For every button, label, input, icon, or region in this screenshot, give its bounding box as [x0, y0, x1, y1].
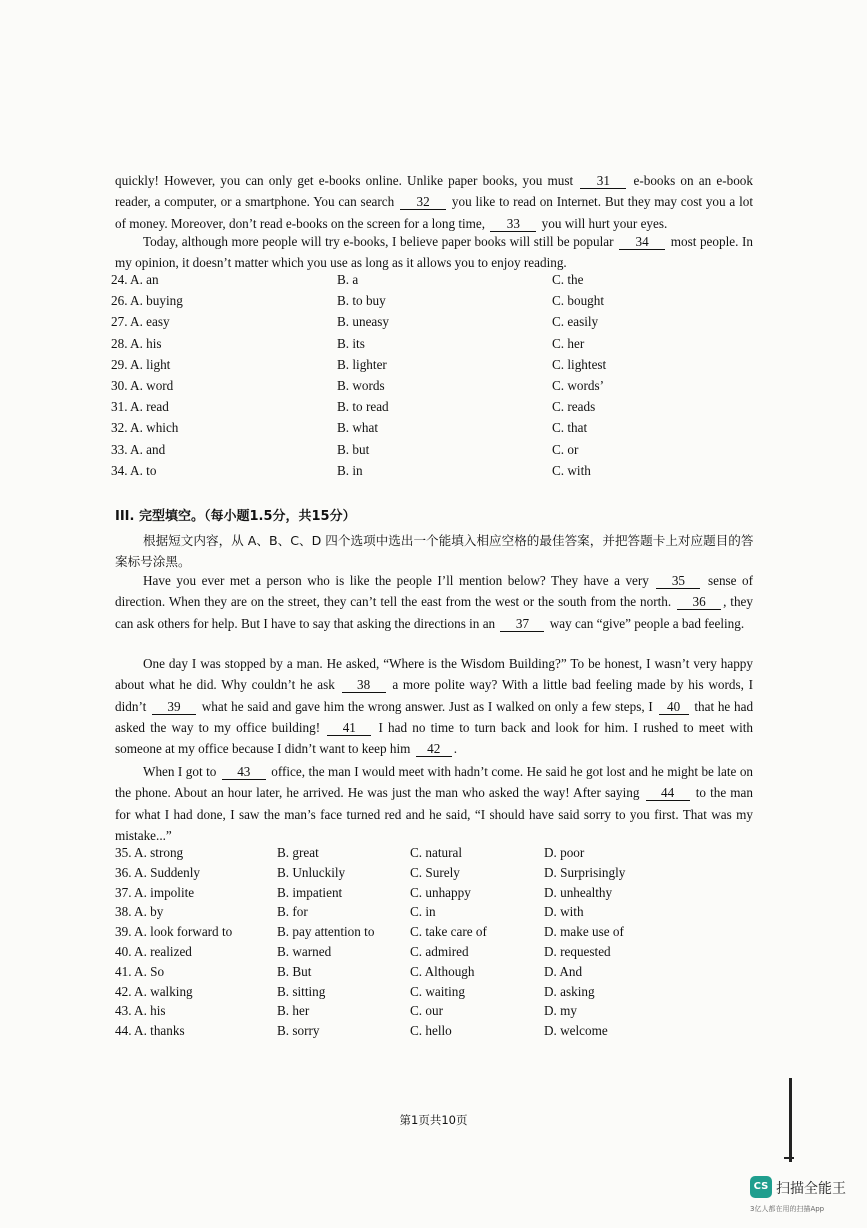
passage1-text: most people. In my opinion, it doesn’t matter which you use as long as it allows you to enjoy reading. — [115, 234, 753, 271]
blank-34: 34 — [619, 234, 665, 250]
blank-42: 42 — [416, 741, 452, 757]
blank-33: 33 — [490, 216, 536, 232]
blank-40: 40 — [659, 699, 689, 715]
blank-32: 32 — [400, 194, 446, 210]
watermark-tagline: 3亿人都在用的扫描App — [750, 1205, 825, 1213]
scan-edge-mark — [784, 1157, 794, 1159]
page-number: 第1页共10页 — [399, 1113, 468, 1127]
blank-36: 36 — [677, 594, 721, 610]
passage1-text: you will hurt your eyes. — [541, 215, 668, 231]
blank-35: 35 — [656, 573, 700, 589]
passage1-paragraph2 — [115, 231, 753, 274]
exam-page: quickly! However, you can only get e-books online. Unlike paper books, you must 31 e-books on an e-book reader, a computer, or a smartphone. You can search 32 you like to read on Internet. But they may cost you a lot of money. Moreover, don’t read e-books on the screen for a long time, 33 you will hurt your eyes. Today, although more people will try e-books, I believe paper books will still be popular 34 most people. In my opinion, it doesn’t matter which you use as long as it allows you to enjoy reading. 24. A. an B. a C. the 26. A. buying B. to buy C. bought 27. A. easy B. uneasy C. easily 28. A. his B. its C. her 29. A. light B. lighter C. lightest 30. A. word B. words C. words’ 31. A. read B. to read C. reads 32. A. which B. what C. that 33. A. and B. but C. or 34. A. to B. in C. with III. 完型填空。（每小题1.5分，共15分） 根据短文内容，从 A、B、C、D 四个选项中选出一个能填入相应空格的最佳答案，并把答题卡上对应题目的答案标号涂黑。 Have you ever met a person who is like the people I’ll mention below? They have a very 35 sense of direction. When they are on the street, they can’t tell the east from the west or the south from the north. 36 , they can ask others for help. But I have to say that asking the directions in an 37 way can “give” people a bad feeling. One day I was stopped by a man. He asked, “Where is the Wisdom Building?” To be honest, I wasn’t very happy about what he did. Why couldn’t he ask 38 a more polite way? With a little bad feeling made by his words, I didn’t 39 what he said and gave him the wrong answer. Just as I walked on only a few steps, I 40 that he had asked the way to my office building! 41 I had no time to turn back and look for him. I rushed to meet with someone at my office because I didn’t want to keep him 42 . When I got to 43 office, the man I would meet with hadn’t come. He said he got lost and he might be late on the phone. About an hour later, he arrived. He was just the man who asked the way! After saying 44 to the man for what I had done, I saw the man’s face turned red and he said, “I should have said sorry to you first. That was my mistake...” 35. A. strong B. great C. natural D. poor 36. A. Suddenly B. Unluckily C. Surely D. Surprisingly 37. A. impolite B. impatient C. unhappy D. unhealthy 38. A. by B. for C. in D. with 39. A. look forward to B. pay attention to C. take care of D. make use of 40. A. realized B. warned C. admired D. requested 41. A. So B. But C. Although D. And 42. A. walking B. sitting C. waiting D. asking 43. A. his B. her C. our D. my 44. A. thanks B. sorry C. hello D. welcome 第1页共10页 CS 扫描全能王 3亿人都在用的扫描App — [0, 0, 867, 1228]
passage1-text: e-books on an e-book reader, a computer, or a smartphone. You can search — [115, 173, 753, 210]
passage2-paragraph2: One day I was stopped by a man. He asked, “Where is the Wisdom Building?” To be honest, I wasn’t very happy about what he did. Why couldn’t he ask 38 a more polite way? With a little bad feeling made by his words, I didn’t 39 what he said and gave him the wrong answer. Just as I walked on only a few steps, I 40 that he had asked the way to my office building! 41 I had no time to turn back and look for him. I rushed to meet with someone at my office because I didn’t want to keep him 42 . — [115, 656, 754, 757]
passage1-paragraph1 — [115, 170, 753, 234]
passage1-text: Today, although more people will try e-books, I believe paper books will still be popular — [143, 234, 614, 249]
passage1-text: you like to read on Internet. But they may cost you a lot of money. Moreover, don’t read e-books on the screen for a long time, — [115, 194, 754, 231]
scanner-watermark — [750, 1172, 860, 1220]
blank-44: 44 — [646, 785, 690, 801]
blank-39: 39 — [152, 699, 196, 715]
blank-41: 41 — [327, 720, 371, 736]
passage2-paragraph1: Have you ever met a person who is like the people I’ll mention below? They have a very 35 sense of direction. When they are on the street, they can’t tell the east from the west or the south from the north. 36 , they can ask others for help. But I have to say that asking the directions in an 37 way can “give” people a bad feeling. — [115, 573, 754, 631]
scan-edge-mark — [789, 1078, 792, 1162]
blank-38: 38 — [342, 677, 386, 693]
watermark-app-name: 扫描全能王 — [776, 1181, 846, 1197]
camscanner-logo-icon: CS — [750, 1176, 772, 1198]
passage1-text: quickly! However, you can only get e-books online. Unlike paper books, you must — [115, 173, 574, 188]
section-title: III. 完型填空。（每小题1.5分，共15分） — [115, 509, 356, 524]
blank-43: 43 — [222, 764, 266, 780]
blank-37: 37 — [500, 616, 544, 632]
passage2-paragraph3: When I got to 43 office, the man I would meet with hadn’t come. He said he got lost and he might be late on the phone. About an hour later, he arrived. He was just the man who asked the way! After saying 44 to the man for what I had done, I saw the man’s face turned red and he said, “I should have said sorry to you first. That was my mistake...” — [115, 764, 754, 843]
section-instruction: 根据短文内容，从 A、B、C、D 四个选项中选出一个能填入相应空格的最佳答案，并把答题卡上对应题目的答案标号涂黑。 — [115, 533, 754, 569]
blank-31: 31 — [580, 173, 626, 189]
